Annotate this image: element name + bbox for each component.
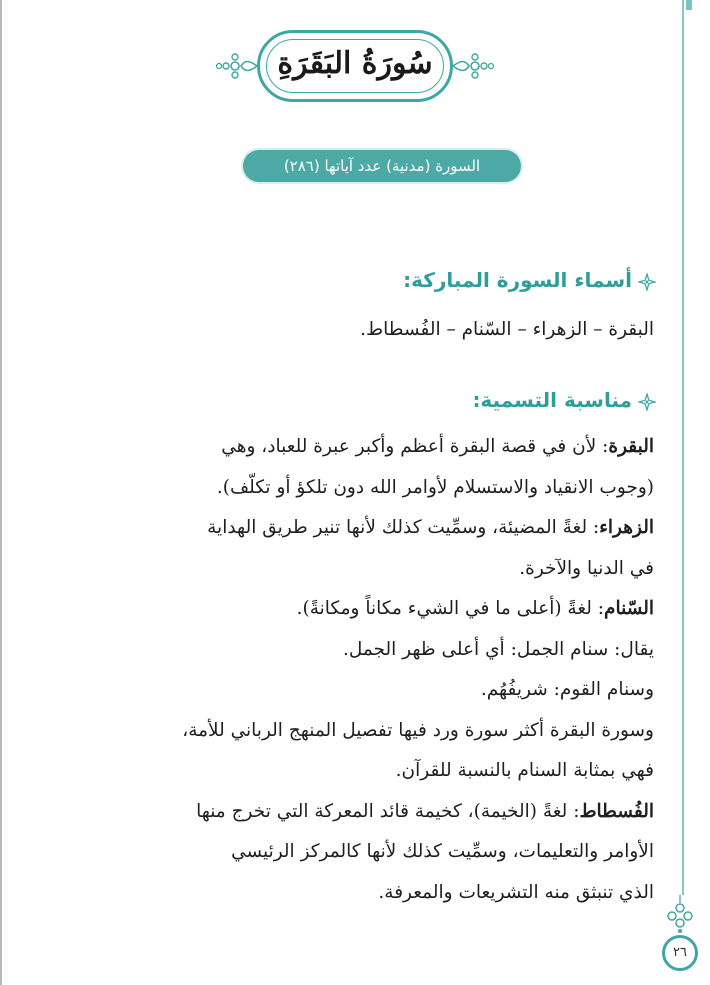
- body-line: [74, 792, 654, 833]
- body-line: [74, 711, 654, 752]
- floral-ornament-icon: [453, 48, 495, 84]
- body-line: [74, 589, 654, 630]
- body-text: في الدنيا والآخرة.: [519, 557, 654, 579]
- body-text: الأوامر والتعليمات، وسمِّيت كذلك لأنها كالمركز الرئيسي: [231, 841, 654, 862]
- term-label: السّنام: [604, 598, 654, 619]
- page-number: ٢٦: [662, 935, 698, 971]
- names-line: البقرة – الزهراء – السّنام – الفُسطاط.: [360, 319, 654, 340]
- body-line: [74, 670, 654, 711]
- body-line: [74, 873, 654, 914]
- four-petal-star-icon: [638, 393, 656, 411]
- four-petal-star-icon: [638, 273, 656, 291]
- surah-info-badge: السورة (مدنية) عدد آياتها (٢٨٦): [243, 150, 521, 182]
- body-line: [74, 427, 654, 468]
- floral-ornament-icon: [655, 895, 705, 937]
- corner-mark: [686, 0, 692, 10]
- body-text: : لغةً (الخيمة)، كخيمة قائد المعركة التي تخرج منها: [196, 800, 580, 822]
- title-frame: [257, 30, 453, 102]
- body-text: الذي تنبثق منه التشريعات والمعرفة.: [378, 881, 654, 903]
- page-left-edge: [0, 0, 2, 985]
- heading-naming-reason: [472, 388, 656, 412]
- body-line: [74, 549, 654, 590]
- naming-reason-body: [74, 427, 654, 913]
- surah-names-text: [94, 316, 654, 344]
- page-number-ornament: [656, 895, 706, 975]
- body-line: [74, 630, 654, 671]
- body-text: يقال: سنام الجمل: أي أعلى ظهر الجمل.: [342, 638, 654, 660]
- body-text: : لغةً المضيئة، وسمِّيت كذلك لأنها تنير طريق الهداية: [207, 517, 600, 538]
- surah-title: سُورَةُ البَقَرَةِ: [277, 46, 433, 81]
- body-text: : لأن في قصة البقرة أعظم وأكبر عبرة للعباد، وهي: [221, 436, 609, 457]
- body-line: [74, 508, 654, 549]
- body-text: وسنام القوم: شريفُهُم.: [480, 679, 654, 700]
- body-line: [74, 751, 654, 792]
- body-text: : لغةً (أعلى ما في الشيء مكاناً ومكانةً).: [296, 598, 605, 619]
- term-label: الزهراء: [599, 517, 654, 538]
- surah-title-cartouche: [215, 22, 495, 110]
- body-text: (وجوب الانقياد والاستسلام لأوامر الله دون تلكؤ أو تكلّف).: [216, 476, 654, 498]
- body-text: وسورة البقرة أكثر سورة ورد فيها تفصيل المنهج الرباني للأمة،: [182, 719, 654, 741]
- term-label: الفُسطاط: [579, 800, 654, 822]
- heading-naming-reason-text: مناسبة التسمية:: [472, 388, 632, 412]
- heading-surah-names: [403, 268, 656, 292]
- body-line: [74, 468, 654, 509]
- body-line: [74, 832, 654, 873]
- term-label: البقرة: [608, 436, 654, 457]
- margin-rule: [682, 0, 684, 895]
- body-text: فهي بمثابة السنام بالنسبة للقرآن.: [395, 760, 654, 781]
- floral-ornament-icon: [215, 48, 257, 84]
- heading-surah-names-text: أسماء السورة المباركة:: [403, 268, 632, 292]
